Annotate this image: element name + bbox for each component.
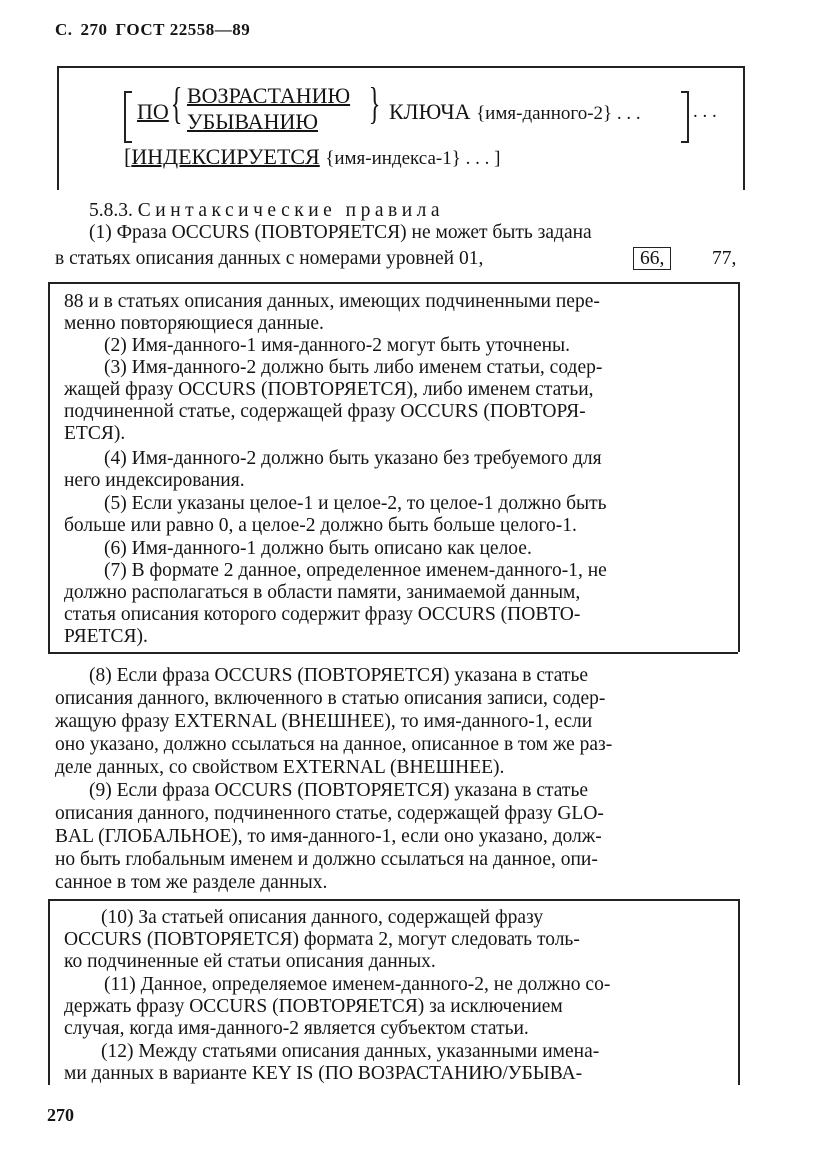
left-bracket xyxy=(124,91,132,143)
text-line: санное в том же разделе данных. xyxy=(55,872,328,893)
text-line: (4) Имя-данного-2 должно быть указано без требуемого для xyxy=(104,448,602,469)
text-line: описания данного, включенного в статью описания записи, содер- xyxy=(55,688,606,709)
text-line: жащую фразу EXTERNAL (ВНЕШНЕЕ), то имя-данного-1, если xyxy=(55,711,593,732)
text-line: 88 и в статьях описания данных, имеющих подчиненными пере- xyxy=(64,291,600,312)
left-brace: { xyxy=(170,79,183,128)
header-page-number: 270 xyxy=(80,20,108,39)
syntax-ellipsis: . . . xyxy=(693,101,717,122)
text-line: (6) Имя-данного-1 должно быть описано как целое. xyxy=(104,538,532,559)
right-bracket xyxy=(681,91,689,143)
syntax-key: КЛЮЧА {имя-данного-2} . . . xyxy=(389,99,641,124)
text-line: держать фразу OCCURS (ПОВТОРЯЕТСЯ) за исключением xyxy=(64,996,563,1017)
syntax-format-box xyxy=(57,66,745,190)
text-line: (2) Имя-данного-1 имя-данного-2 могут быть уточнены. xyxy=(104,335,571,356)
section-title: Синтаксические правила xyxy=(137,200,445,221)
text-line: менно повторяющиеся данные. xyxy=(64,313,324,334)
text-line: РЯЕТСЯ). xyxy=(64,626,148,647)
text-line: (1) Фраза OCCURS (ПОВТОРЯЕТСЯ) не может быть задана xyxy=(89,222,592,243)
text-line: (7) В формате 2 данное, определенное именем-данного-1, не xyxy=(104,560,607,581)
text-line: статья описания которого содержит фразу OCCURS (ПОВТО- xyxy=(64,604,581,625)
text-line: жащей фразу OCCURS (ПОВТОРЯЕТСЯ), либо именем статьи, xyxy=(64,379,594,400)
boxed-level-number: 66, xyxy=(633,248,671,270)
text-line: (10) За статьей описания данного, содержащей фразу xyxy=(101,907,544,928)
text-line: но быть глобальным именем и должно ссылаться на данное, опи- xyxy=(55,849,598,870)
text-line: (5) Если указаны целое-1 и целое-2, то целое-1 должно быть xyxy=(104,493,607,514)
text-line: (3) Имя-данного-2 должно быть либо именем статьи, содер- xyxy=(104,357,603,378)
text-line: ЕТСЯ). xyxy=(64,423,126,444)
syntax-indexed: [ИНДЕКСИРУЕТСЯ {имя-индекса-1} . . . ] xyxy=(124,144,501,169)
syntax-po: ПО xyxy=(137,99,169,124)
box-bottom-rule xyxy=(48,652,738,654)
text-line: него индексирования. xyxy=(64,470,245,491)
text-line: должно располагаться в области памяти, занимаемой данным, xyxy=(64,582,581,603)
text-line: больше или равно 0, а целое-2 должно быть больше целого-1. xyxy=(64,515,577,536)
footer-page-number: 270 xyxy=(47,1105,74,1125)
text-line: оно указано, должно ссылаться на данное, описанное в том же раз- xyxy=(55,734,613,755)
text-line: OCCURS (ПОВТОРЯЕТСЯ) формата 2, могут следовать толь- xyxy=(64,929,580,950)
syntax-desc: УБЫВАНИЮ xyxy=(187,109,318,134)
text-line: ко подчиненные ей статьи описания данных. xyxy=(64,951,436,972)
section-number: 5.8.3. xyxy=(89,200,133,221)
text-line: (12) Между статьями описания данных, указанными имена- xyxy=(101,1041,600,1062)
page-header xyxy=(55,20,250,40)
text-line: описания данного, подчиненного статье, содержащей фразу GLO- xyxy=(55,803,604,824)
text-line: (9) Если фраза OCCURS (ПОВТОРЯЕТСЯ) указана в статье xyxy=(89,780,588,801)
text-line: (11) Данное, определяемое именем-данного-2, не должно со- xyxy=(104,974,611,995)
text-line: случая, когда имя-данного-2 является субъектом статьи. xyxy=(64,1018,529,1039)
right-brace: } xyxy=(368,79,381,128)
header-standard: ГОСТ 22558—89 xyxy=(115,20,251,39)
text-line: в статьях описания данных с номерами уровней 01, xyxy=(55,248,484,269)
text-line: подчиненной статье, содержащей фразу OCCURS (ПОВТОРЯ- xyxy=(64,401,586,422)
text-line: деле данных, со свойством EXTERNAL (ВНЕШНЕЕ). xyxy=(55,757,505,778)
text-line: 77, xyxy=(712,248,737,269)
section-heading xyxy=(89,200,444,222)
text-line: ми данных в варианте KEY IS (ПО ВОЗРАСТАНИЮ/УБЫВА- xyxy=(64,1063,583,1084)
text-line: BAL (ГЛОБАЛЬНОЕ), то имя-данного-1, если оно указано, долж- xyxy=(55,826,602,847)
syntax-asc: ВОЗРАСТАНИЮ xyxy=(187,83,351,108)
text-line: (8) Если фраза OCCURS (ПОВТОРЯЕТСЯ) указана в статье xyxy=(89,665,588,686)
header-prefix: С. xyxy=(55,20,73,39)
